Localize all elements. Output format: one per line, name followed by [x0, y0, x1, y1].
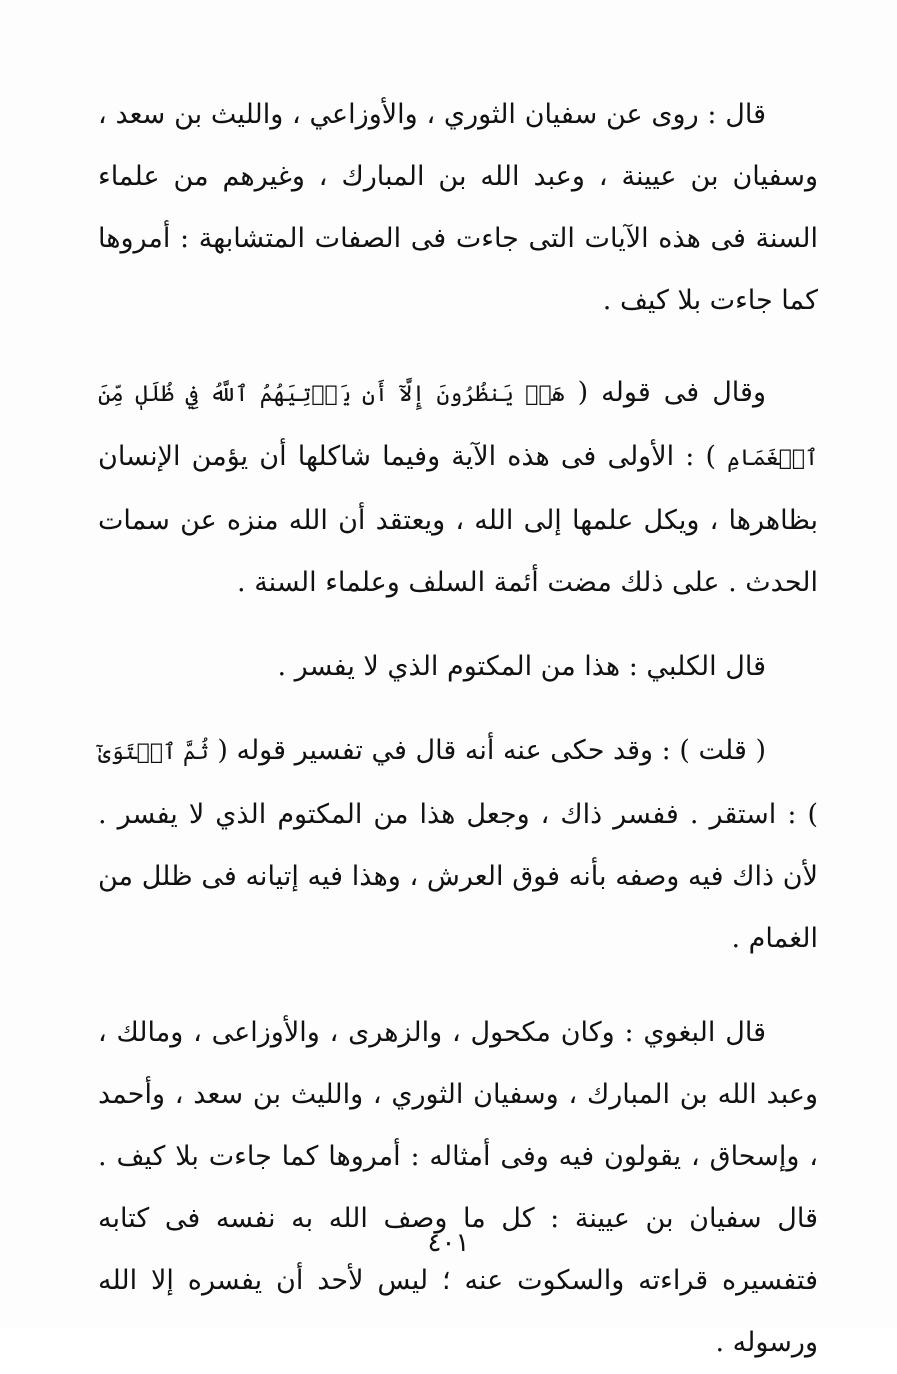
paragraph-2-rest: ) : الأولى فى هذه الآية وفيما شاكلها أن يؤمن الإنسان بظاهرها ، ويكل علمها إلى الله ، ويعتقد أن الله منزه عن سمات الحدث . على ذلك مضت أئمة السلف وعلماء السنة . — [98, 441, 818, 598]
paragraph-3-text: قال الكلبي : هذا من المكتوم الذي لا يفسر . — [277, 651, 766, 682]
paragraph-4 — [98, 720, 818, 970]
paragraph-1-text: قال : روى عن سفيان الثوري ، والأوزاعي ، والليث بن سعد ، وسفيان بن عيينة ، وعبد الله بن المبارك ، وغيرهم من علماء السنة فى هذه الآيات التى جاءت فى الصفات المتشابهة : أمروها كما جاءت بلا كيف . — [98, 99, 818, 316]
page-body — [98, 84, 818, 1374]
paragraph-1 — [98, 84, 818, 332]
paragraph-5 — [98, 1002, 818, 1374]
paragraph-2 — [98, 362, 818, 614]
paragraph-4-lead: ( قلت ) : وقد حكى عنه أنه قال في تفسير قوله ( — [217, 735, 766, 766]
paragraph-5-text: قال البغوي : وكان مكحول ، والزهرى ، والأوزاعى ، ومالك ، وعبد الله بن المبارك ، وسفيان الثوري ، والليث بن سعد ، وأحمد ، وإسحاق ، يقولون فيه وفى أمثاله : أمروها كما جاءت بلا كيف . قال سفيان بن عيينة : كل ما وصف الله به نفسه فى كتابه فتفسيره قراءته والسكوت عنه ؛ ليس لأحد أن يفسره إلا الله ورسوله . — [98, 1017, 819, 1358]
paragraph-2-lead: وقال فى قوله ( — [577, 377, 766, 408]
quran-verse-1: هَلۡ يَنظُرُونَ إِلَّآ أَن يَأۡتِيَهُمُ ٱللَّهُ فِي ظُلَلٖ مِّنَ ٱلۡغَمَامِ — [98, 382, 818, 471]
paragraph-4-rest: ) : استقر . ففسر ذاك ، وجعل هذا من المكتوم الذي لا يفسر . لأن ذاك فيه وصفه بأنه فوق العرش ، وهذا فيه إتيانه فى ظلل من الغمام . — [98, 799, 818, 954]
quran-verse-2: ثُمَّ ٱسۡتَوَىٰٓ — [98, 740, 209, 765]
paragraph-3 — [98, 636, 818, 698]
page-number: ٤٠١ — [427, 1228, 470, 1258]
